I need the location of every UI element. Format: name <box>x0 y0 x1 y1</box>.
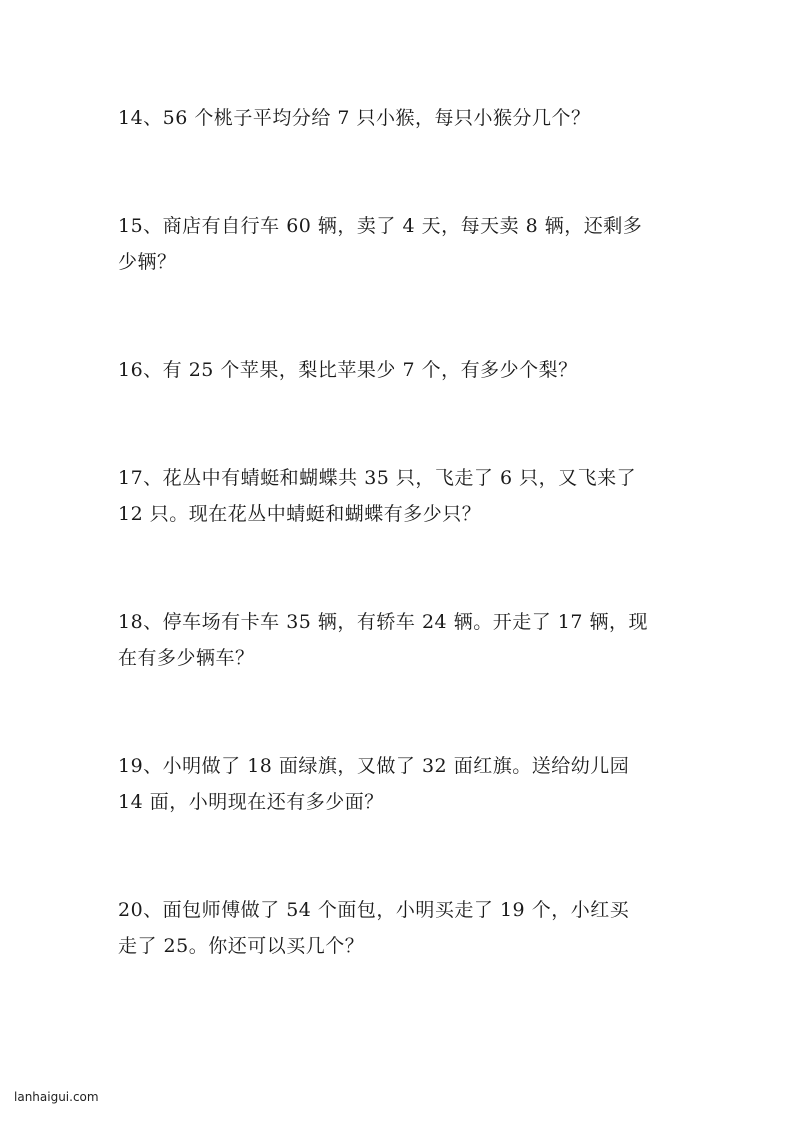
footer-watermark: lanhaigui.com <box>14 1090 99 1104</box>
problem-18 <box>118 604 678 676</box>
problem-14-line-1: 14、56 个桃子平均分给 7 只小猴，每只小猴分几个？ <box>118 107 591 129</box>
problem-17-line-2: 12 只。现在花丛中蜻蜓和蝴蝶有多少只？ <box>118 503 482 525</box>
problem-15-line-1: 15、商店有自行车 60 辆，卖了 4 天，每天卖 8 辆，还剩多 <box>118 215 643 237</box>
problem-20-line-1: 20、面包师傅做了 54 个面包，小明买走了 19 个，小红买 <box>118 899 630 921</box>
problem-15-line-2: 少辆？ <box>118 251 177 273</box>
problem-19-line-1: 19、小明做了 18 面绿旗，又做了 32 面红旗。送给幼儿园 <box>118 755 630 777</box>
problem-17-line-1: 17、花丛中有蜻蜓和蝴蝶共 35 只，飞走了 6 只，又飞来了 <box>118 467 637 489</box>
problem-15 <box>118 208 678 280</box>
problem-19-line-2: 14 面，小明现在还有多少面？ <box>118 791 384 813</box>
problem-19 <box>118 748 678 820</box>
problem-18-line-1: 18、停车场有卡车 35 辆，有轿车 24 辆。开走了 17 辆，现 <box>118 611 648 633</box>
problem-16 <box>118 352 678 388</box>
problem-20 <box>118 892 678 964</box>
problem-14 <box>118 100 678 136</box>
problem-16-line-1: 16、有 25 个苹果，梨比苹果少 7 个，有多少个梨？ <box>118 359 578 381</box>
problem-17 <box>118 460 678 532</box>
problem-20-line-2: 走了 25。你还可以买几个？ <box>118 935 365 957</box>
problem-18-line-2: 在有多少辆车？ <box>118 647 255 669</box>
